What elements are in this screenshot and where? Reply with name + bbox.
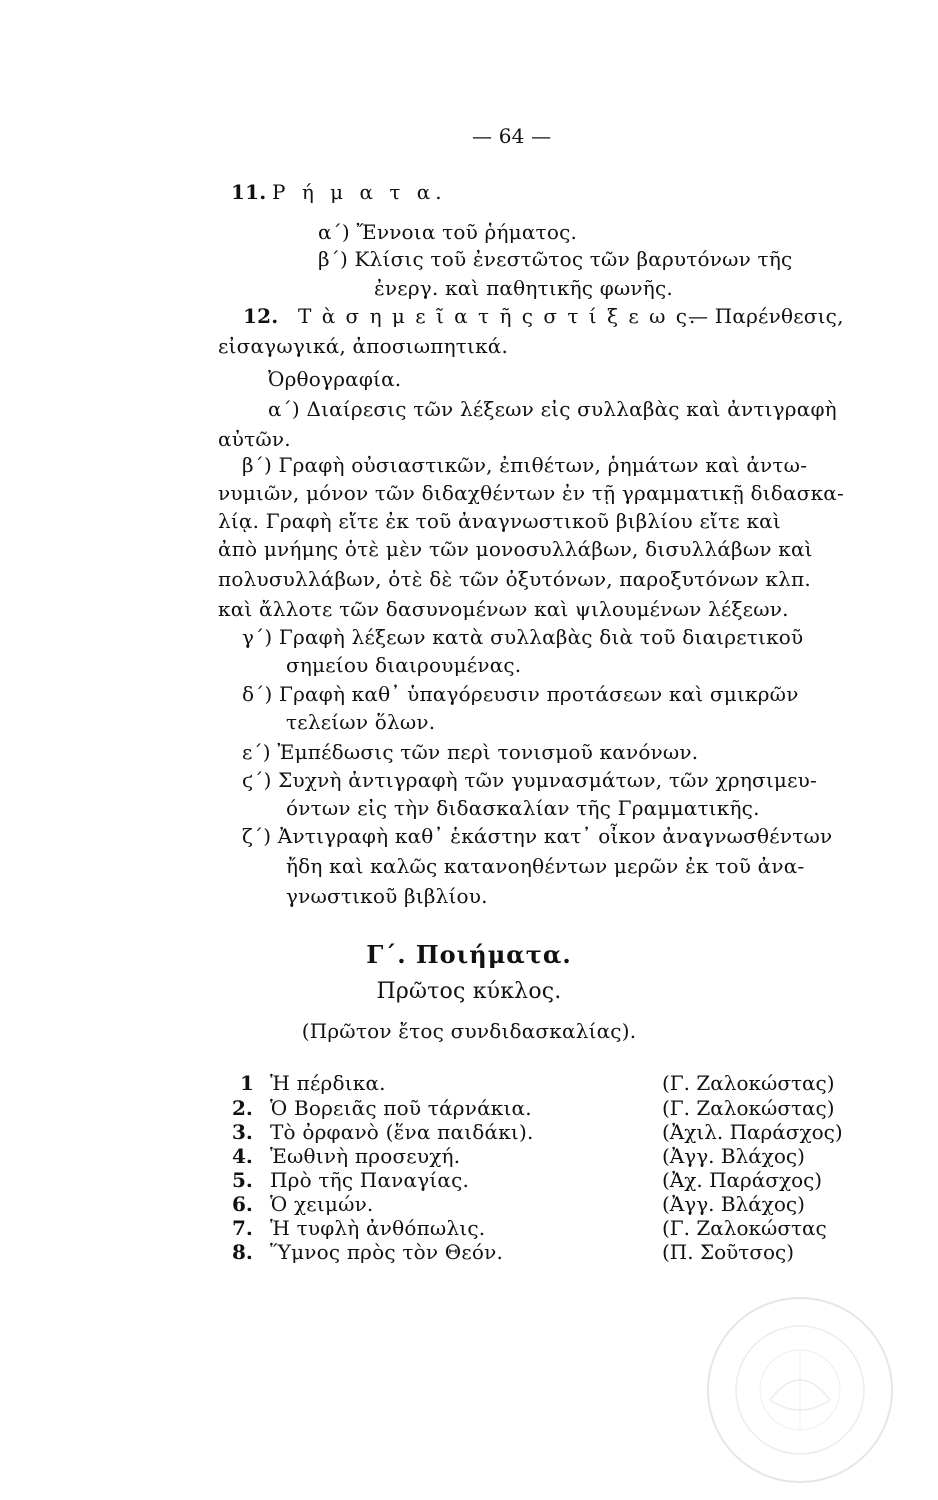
poem-number: 5. bbox=[232, 1168, 253, 1192]
section-11-item-a: α΄) Ἔννοια τοῦ ῥήματος. bbox=[318, 220, 578, 244]
section-12-line2: εἰσαγωγικά, ἀποσιωπητικά. bbox=[218, 334, 509, 358]
section-11-item-b-line1: β΄) Κλίσις τοῦ ἐνεστῶτος τῶν βαρυτόνων τῆς bbox=[318, 247, 793, 271]
section-11-title: Ρ ή μ α τ α. bbox=[272, 180, 447, 204]
orthography-line: γνωστικοῦ βιβλίου. bbox=[286, 884, 488, 908]
orthography-line: ἀπὸ μνήμης ὁτὲ μὲν τῶν μονοσυλλάβων, δισυλλάβων καὶ bbox=[218, 537, 813, 561]
poem-poet: (Γ. Ζαλοκώστας) bbox=[662, 1071, 835, 1095]
section-c-note: (Πρῶτον ἔτος συνδιδασκαλίας). bbox=[301, 1019, 637, 1043]
poem-title: Πρὸ τῆς Παναγίας. bbox=[270, 1168, 470, 1192]
poem-number: 3. bbox=[232, 1120, 253, 1144]
poem-number: 6. bbox=[232, 1192, 253, 1216]
poem-title: Ἡ τυφλὴ ἀνθόπωλις. bbox=[270, 1216, 486, 1240]
university-seal-watermark bbox=[700, 1290, 900, 1490]
orthography-line: γ΄) Γραφὴ λέξεων κατὰ συλλαβὰς διὰ τοῦ διαιρετικοῦ bbox=[242, 625, 804, 649]
orthography-line: καὶ ἄλλοτε τῶν δασυνομένων καὶ ψιλουμένων λέξεων. bbox=[218, 597, 789, 621]
section-12-spaced-title: Τ ὰ σ η μ ε ῖ α τ ῆ ς σ τ ί ξ ε ω ς. bbox=[298, 304, 698, 328]
section-12-number: 12. bbox=[243, 304, 279, 328]
poem-title: Τὸ ὀρφανὸ (ἕνα παιδάκι). bbox=[270, 1120, 534, 1144]
poem-title: Ὕμνος πρὸς τὸν Θεόν. bbox=[270, 1240, 504, 1264]
orthography-line: πολυσυλλάβων, ὁτὲ δὲ τῶν ὀξυτόνων, παροξυτόνων κλπ. bbox=[218, 567, 811, 591]
section-c-heading: Γ΄. Ποιήματα. bbox=[366, 940, 572, 969]
poem-number: 8. bbox=[232, 1240, 253, 1264]
poem-poet: (Γ. Ζαλοκώστας) bbox=[662, 1096, 835, 1120]
orthography-line: ε΄) Ἐμπέδωσις τῶν περὶ τονισμοῦ κανόνων. bbox=[242, 740, 699, 764]
poem-title: Ἑωθινὴ προσευχή. bbox=[270, 1144, 461, 1168]
orthography-line: δ΄) Γραφὴ καθ᾽ ὑπαγόρευσιν προτάσεων καὶ σμικρῶν bbox=[242, 682, 799, 706]
orthography-line: όντων εἰς τὴν διδασκαλίαν τῆς Γραμματικῆς. bbox=[286, 796, 760, 820]
poem-number: 2. bbox=[232, 1096, 253, 1120]
section-c-subheading: Πρῶτος κύκλος. bbox=[376, 979, 562, 1004]
section-11-number: 11. bbox=[231, 180, 267, 204]
orthography-line: ϛ΄) Συχνὴ ἀντιγραφὴ τῶν γυμνασμάτων, τῶν χρησιμευ- bbox=[242, 768, 817, 792]
poem-poet: (Ἀγγ. Βλάχος) bbox=[662, 1192, 805, 1216]
orthography-line: νυμιῶν, μόνον τῶν διδαχθέντων ἐν τῇ γραμματικῇ διδασκα- bbox=[218, 481, 844, 505]
poem-number: 7. bbox=[232, 1216, 253, 1240]
poem-poet: (Ἀχ. Παράσχος) bbox=[662, 1168, 823, 1192]
orthography-line: ζ΄) Ἀντιγραφὴ καθ᾽ ἑκάστην κατ᾽ οἶκον ἀναγνωσθέντων bbox=[242, 824, 833, 848]
poem-title: Ὁ Βορειᾶς ποῦ τάρνάκια. bbox=[270, 1096, 532, 1120]
orthography-line: σημείου διαιρουμένας. bbox=[286, 653, 522, 677]
orthography-line: β΄) Γραφὴ οὐσιαστικῶν, ἐπιθέτων, ῥημάτων καὶ ἀντω- bbox=[242, 453, 808, 477]
orthography-line: λίᾳ. Γραφὴ εἴτε ἐκ τοῦ ἀναγνωστικοῦ βιβλίου εἴτε καὶ bbox=[218, 509, 781, 533]
poem-poet: (Π. Σοῦτσος) bbox=[662, 1240, 795, 1264]
orthography-line: ἤδη καὶ καλῶς κατανοηθέντων μερῶν ἐκ τοῦ ἀνα- bbox=[286, 854, 805, 878]
poem-poet: (Ἀγγ. Βλάχος) bbox=[662, 1144, 805, 1168]
poem-number: 1 bbox=[240, 1071, 254, 1095]
poem-poet: (Γ. Ζαλοκώστας bbox=[662, 1216, 827, 1240]
page-number: — 64 — bbox=[472, 124, 552, 148]
orthography-heading: Ὀρθογραφία. bbox=[268, 367, 402, 391]
orthography-line: α΄) Διαίρεσις τῶν λέξεων εἰς συλλαβὰς καὶ ἀντιγραφὴ bbox=[268, 397, 837, 421]
section-11-item-b-line2: ἐνεργ. καὶ παθητικῆς φωνῆς. bbox=[374, 276, 673, 300]
poem-number: 4. bbox=[232, 1144, 253, 1168]
poem-title: Ἡ πέρδικα. bbox=[270, 1071, 386, 1095]
poem-poet: (Ἀχιλ. Παράσχος) bbox=[662, 1120, 843, 1144]
poem-title: Ὁ χειμών. bbox=[270, 1192, 374, 1216]
orthography-line: τελείων ὅλων. bbox=[286, 710, 436, 734]
orthography-line: αὐτῶν. bbox=[218, 427, 291, 451]
section-12-rest: — Παρένθεσις, bbox=[688, 304, 844, 328]
